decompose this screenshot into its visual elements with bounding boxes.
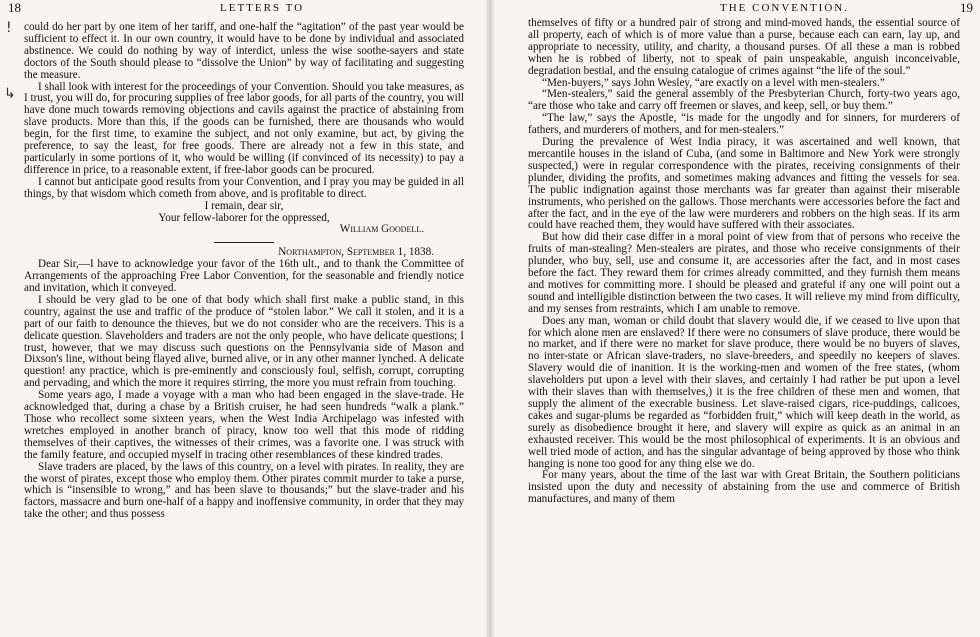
paragraph: For many years, about the time of the last war with Great Britain, the Southern politicians insisted upon the duty and necessity of abstaining from the use and commerce of British manufactures, and many of them [528,469,960,506]
closing-line: Your fellow-laborer for the oppressed, [158,211,330,224]
paragraph: I should be very glad to be one of that body which shall first make a public stand, in this country, against the use and traffic of the produce of “stolen labor.” We call it stolen, and it is a part of our faith to denounce the thieves, but we do not consider who are the receivers. This is a delicate question. Slaveholders and traders are not the only people, who have delicate questions; I trust, however, that we may discuss such questions on the Pennsylvania side of Mason and Dixson's line, without being flayed alive, burned alive, or in any other manner lynched. A delicate question! any practice, which is pre-eminently and consciously foul, selfish, corrupt, corrupting and pervading, and which the more it requires stirring, the more you must refrain from touching. [24,293,464,390]
paragraph: Dear Sir,—I have to acknowledge your favor of the 16th ult., and to thank the Committee of Arrangements of the approaching Free Labor Convention, for the seasonable and friendly notice and invitation, which it conveyed. [24,258,464,295]
closing-line: I remain, dear sir, [204,199,284,212]
paragraph: “Men-stealers,” said the general assembly of the Presbyterian Church, forty-two years ago, “are those who take and carry off freemen or slaves, and keep, sell, or buy them.” [528,88,960,113]
right-text-column [528,18,960,506]
paragraph: But how did their case differ in a moral point of view from that of persons who receive the fruits of man-stealing? Men-stealers are pirates, and those who receive consignments of their plunder, who buy, sell, use and consume it, are accessories after the fact, and in most cases before the fact. They reward them for crimes already committed, and they furnish them means and motives for committing more. I should be pleased and grateful if any one will point out a sound and intelligible distinction between the two cases. It will relieve my mind from difficulty, and my senses from restraints, which I am unable to remove. [528,231,960,315]
paragraph: I cannot but anticipate good results from your Convention, and I pray you may be guided in all things, by that wisdom which cometh from above, and is profitable to direct. [24,175,464,200]
right-page [492,0,980,637]
left-page [0,0,488,637]
paragraph: “Men-buyers,” says John Wesley, “are exactly on a level with men-stealers.” [542,76,885,89]
paragraph: could do her part by one item of her tariff, and one-half the “agitation” of the past year would be sufficient to effect it. In our own country, it would have to be done by individual and associated abstinence. We could do nothing by way of interdict, unless the wise soothe-sayers and state doctors of the South should please to “dissolve the Union” by way of facilitating and suggesting the measure. [24,21,464,81]
running-head: THE CONVENTION. [720,2,849,14]
paragraph: During the prevalence of West India piracy, it was ascertained and well known, that mercantile houses in the island of Cuba, (and some in Baltimore and New York were strongly suspected,) were in regular correspondence with the pirates, receiving consignments of their plunder, dividing the profits, and sometimes making advances and fitting the vessels for sea. The public indignation against those merchants was far greater than against their miserable instruments, who perished on the gallows. Those merchants were accessories before the fact and after the fact, and in the eye of the law were murderers and robbers on the high seas. If its arm could have reached them, they would have suffered with their associates. [528,136,960,232]
left-text-column [24,22,464,521]
margin-bracket: ↳ [4,86,16,102]
running-head: LETTERS TO [220,2,305,14]
divider [214,242,274,243]
paragraph: Does any man, woman or child doubt that slavery would die, if we ceased to live upon that for which alone men are enslaved? If there were no consumers of slave produce, there would be no market, and if there were no market for slave produce, there would be no buyers of slaves, no inter-state or African slave-traders, no slave-breeders, and speedily no keepers of slaves. Slavery would die of inanition. It is the working-men and women of the free states, (whom slaveholders put upon a level with their slaves, and certainly I had rather be put upon a level with their slaves than with themselves,) it is the free children of these men and women, that supply the aliment of the execrable business. Let slave-raised cigars, rice-puddings, calicoes, cakes and sugar-plums be regarded as “forbidden fruit,” which will keep death in the world, as surely as disobedience brought it here, and slavery will expire as quick as an animal in an exhausted receiver. This would be the most philosophical of experiments. It is an obvious and well tried mode of action, and has the singular advantage of being approved by those who think hanging is none too good for any thing else we do. [528,314,960,470]
margin-mark: ! [6,20,12,36]
page-number: 18 [8,0,21,15]
page-number: 19 [960,0,973,15]
dateline: Northampton, September 1, 1838. [278,246,434,259]
paragraph: I shall look with interest for the proceedings of your Convention. Should you take measures, as I trust, you will do, for procuring supplies of free labor goods, for all parts of the country, you will have done much towards removing objections and cavils against the practice of abstaining from slave products. More than this, if the goods can be furnished, there are thousands who would begin, for the first time, to examine the subject, and not only examine, but act, by giving the preference, to say the least, for free goods. There are already not a few in this state, and particularly in some portions of it, who would be willing (if convinced of its necessity) to pay a difference in price, to a reasonable extent, if free-labor goods can be procured. [24,80,464,176]
signature: William Goodell. [339,223,424,236]
paragraph: themselves of fifty or a hundred pair of strong and mind-moved hands, the essential source of all property, each of which is of more value than a purse, because each can earn, lay up, and appropriate to necessity, utility, and charity, a thousand purses. Of all these a man is robbed when he is robbed of liberty, not to speak of pain unspeakable, anguish inconceivable, degradation bestial, and the ensuing catalogue of crimes against “the life of the soul.” [528,17,960,77]
paragraph: Slave traders are placed, by the laws of this country, on a level with pirates. In reality, they are the worst of pirates, except those who employ them. Other pirates commit murder to take a purse, which is “insensible to wrong,” and has been slave to thousands;” but the slave-trader and his factors, massacre and burn one-half of a happy and inoffensive community, in order that they may take the other; and thus possess [24,460,464,521]
paragraph: “The law,” says the Apostle, “is made for the ungodly and for sinners, for murderers of fathers, and murderers of mothers, and for men-stealers.” [528,112,960,137]
paragraph: Some years ago, I made a voyage with a man who had been engaged in the slave-trade. He acknowledged that, during a chase by a British cruiser, he had seen hundreds “walk a plank.” Those who recollect some sixteen years, when the West India Archipelago was infested with wretches employed in another branch of piracy, know too well that this mode of ridding themselves of their captives, the witnesses of their crimes, was a favorite one. I was struck with the family feature, and occupied myself in tracing other resemblances of these kindred trades. [24,389,464,461]
